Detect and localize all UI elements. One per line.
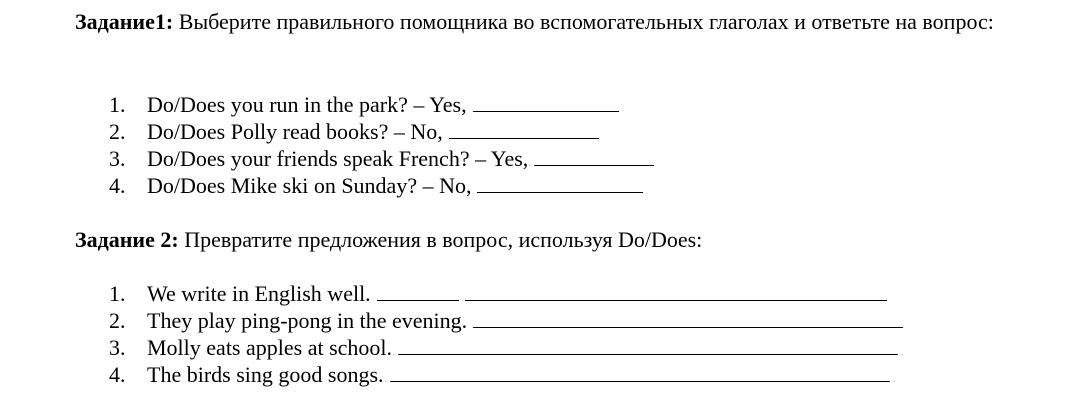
- answer-blank[interactable]: [534, 149, 654, 166]
- task1-item-1: [109, 91, 654, 118]
- item-number: 3.: [109, 146, 126, 171]
- answer-blank[interactable]: [390, 365, 890, 382]
- answer-blank[interactable]: [465, 284, 887, 301]
- task1-exercise-list: [109, 91, 654, 199]
- item-number: 2.: [109, 119, 126, 144]
- answer-blank[interactable]: [449, 122, 599, 139]
- answer-blank[interactable]: [398, 338, 898, 355]
- task1-label: Задание1:: [75, 9, 174, 34]
- task2-exercise-list: [109, 280, 903, 388]
- item-number: 1.: [109, 92, 126, 117]
- item-text: Do/Does Mike ski on Sunday? – No,: [147, 173, 472, 198]
- task2-item-2: [109, 307, 903, 334]
- item-text: Molly eats apples at school.: [147, 335, 393, 360]
- item-number: 3.: [109, 335, 126, 360]
- task2-label: Задание 2:: [75, 227, 179, 252]
- answer-blank[interactable]: [477, 176, 643, 193]
- answer-blank[interactable]: [473, 95, 619, 112]
- task1-item-3: [109, 145, 654, 172]
- answer-blank[interactable]: [377, 284, 459, 301]
- item-number: 1.: [109, 281, 126, 306]
- task1-item-4: [109, 172, 654, 199]
- task1-heading: [75, 8, 1065, 35]
- item-text: They play ping-pong in the evening.: [147, 308, 468, 333]
- task1-item-2: [109, 118, 654, 145]
- task2-heading: [75, 226, 1065, 253]
- answer-blank[interactable]: [473, 311, 903, 328]
- item-text: Do/Does you run in the park? – Yes,: [147, 92, 467, 117]
- task2-item-1: [109, 280, 903, 307]
- item-text: Do/Does your friends speak French? – Yes,: [147, 146, 529, 171]
- task1-instruction: Выберите правильного помощника во вспомогательных глаголах и ответьте на вопрос:: [173, 9, 994, 34]
- item-text: The birds sing good songs.: [147, 362, 384, 387]
- item-text: We write in English well.: [147, 281, 371, 306]
- task2-item-3: [109, 334, 903, 361]
- item-text: Do/Does Polly read books? – No,: [147, 119, 443, 144]
- item-number: 4.: [109, 173, 126, 198]
- item-number: 2.: [109, 308, 126, 333]
- task2-instruction: Превратите предложения в вопрос, используя Do/Does:: [178, 227, 703, 252]
- task2-item-4: [109, 361, 903, 388]
- item-number: 4.: [109, 362, 126, 387]
